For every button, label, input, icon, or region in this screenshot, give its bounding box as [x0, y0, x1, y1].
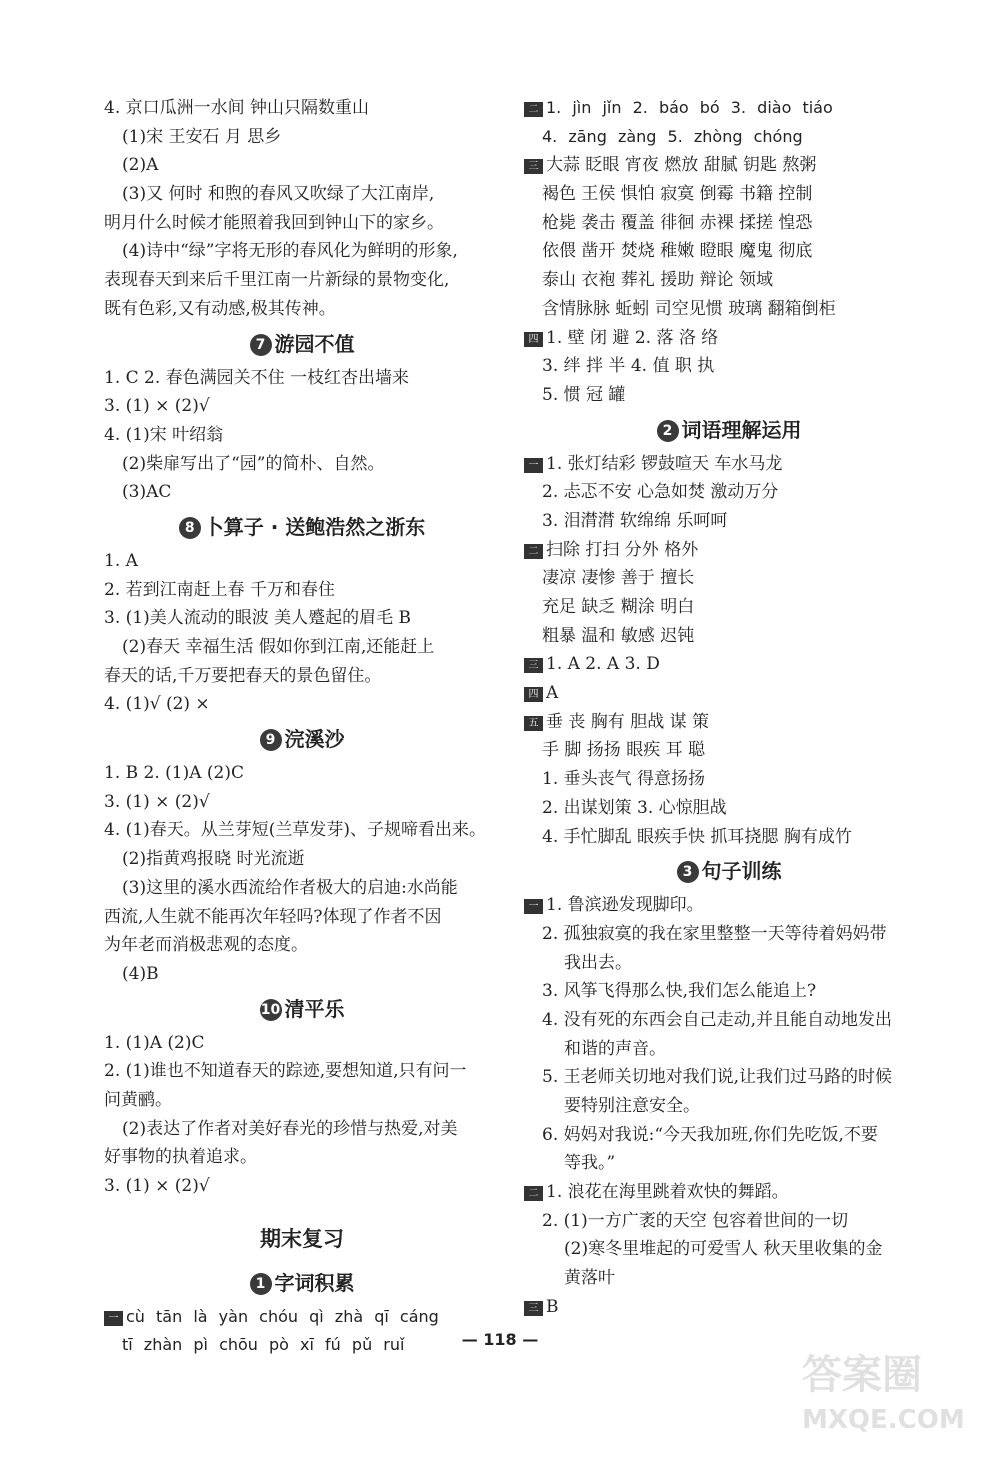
answer-line: 3. (1) × (2)√	[104, 1176, 210, 1196]
answer-line: (2)春天 幸福生活 假如你到江南,还能赶上	[122, 637, 435, 657]
answer-line: 春天的话,千万要把春天的景色留住。	[104, 665, 382, 686]
answer-line: 褐色 王侯 惧怕 寂寞 倒霉 书籍 控制	[542, 184, 813, 205]
question-badge: 一	[104, 1311, 123, 1326]
section-number-badge: 10	[260, 999, 282, 1021]
answer-line: 问黄鹂。	[104, 1089, 172, 1110]
answer-line: 四 1. 壁 闭 避 2. 落 洛 络	[524, 324, 934, 353]
question-badge: 一	[524, 458, 543, 473]
pinyin-line: tī zhàn pì chōu pò xī fú pǔ ruǐ	[122, 1335, 405, 1355]
answer-line: 1. B 2. (1)A (2)C	[104, 763, 244, 784]
answer-line: 2. (1)一方广袤的天空 包容着世间的一切	[542, 1210, 849, 1231]
answer-line: 西流,人生就不能再次年轻吗?体现了作者不因	[104, 906, 442, 927]
answer-line: 四 A	[524, 679, 934, 708]
answer-line: 黄落叶	[564, 1268, 615, 1289]
answer-line: 4. (1)√ (2) ×	[104, 694, 210, 715]
answer-line: 等我。”	[564, 1153, 616, 1174]
question-badge: 三	[524, 658, 543, 673]
answer-line: 6. 妈妈对我说:“今天我加班,你们先吃饭,不要	[542, 1124, 878, 1145]
answer-line: (4)B	[122, 963, 159, 984]
question-badge: 三	[524, 159, 543, 174]
chapter-title: 期末复习	[260, 1226, 344, 1251]
answer-line: 三 B	[524, 1293, 934, 1322]
answer-line: 2. 若到江南赶上春 千万和春住	[104, 579, 336, 600]
section-heading	[524, 410, 934, 450]
answer-line: (2)A	[122, 155, 159, 176]
section-title: 句子训练	[701, 859, 782, 884]
answer-line: 2. (1)谁也不知道春天的踪迹,要想知道,只有问一	[104, 1061, 467, 1082]
pinyin-line: 4. zāng zàng 5. zhòng chóng	[542, 126, 803, 146]
answer-line: 表现春天到来后千里江南一片新绿的景物变化,	[104, 270, 450, 291]
section-title: 浣溪沙	[284, 727, 345, 752]
section-number-badge: 1	[250, 1273, 272, 1295]
section-number-badge: 7	[250, 334, 272, 356]
answer-line: 5. 惯 冠 罐	[542, 384, 626, 405]
section-number-badge: 8	[179, 517, 201, 539]
answer-line: (3)又 何时 和煦的春风又吹绿了大江南岸,	[122, 184, 435, 205]
answer-line: 1. 垂头丧气 得意扬扬	[542, 769, 706, 790]
answer-line: 一 1. 鲁滨逊发现脚印。	[524, 891, 934, 920]
question-badge: 五	[524, 716, 543, 731]
answer-line: 3. 风筝飞得那么快,我们怎么能追上?	[542, 981, 817, 1002]
answer-line: 一 1. 张灯结彩 锣鼓喧天 车水马龙	[524, 450, 934, 479]
page-number: — 118 —	[461, 1330, 539, 1349]
section-title: 游园不值	[274, 331, 355, 356]
answer-line: (2)表达了作者对美好春光的珍惜与热爱,对美	[122, 1118, 458, 1139]
answer-line: 3. (1) × (2)√	[104, 791, 210, 812]
section-heading	[104, 507, 500, 547]
watermark-text: 答案圈	[802, 1352, 922, 1398]
answer-line: 手 脚 扬扬 眼疾 耳 聪	[542, 740, 706, 761]
answer-line: 1. A	[104, 550, 138, 571]
answer-line: (1)宋 王安石 月 思乡	[122, 126, 282, 147]
answer-line: 4. 京口瓜洲一水间 钟山只隔数重山	[104, 98, 370, 118]
section-heading	[104, 324, 500, 364]
question-badge: 二	[524, 544, 543, 559]
answer-line: (4)诗中“绿”字将无形的春风化为鲜明的形象,	[122, 241, 458, 262]
answer-line: 泰山 衣袍 葬礼 援助 辩论 领域	[542, 270, 774, 291]
answer-line: 明月什么时候才能照着我回到钟山下的家乡。	[104, 212, 444, 233]
answer-line: 凄凉 凄惨 善于 擅长	[542, 568, 695, 589]
answer-line: 2. 忐忑不安 心急如焚 激动万分	[542, 482, 779, 503]
section-heading	[104, 1263, 500, 1303]
answer-line: 枪毙 袭击 覆盖 徘徊 赤裸 揉搓 惶恐	[542, 212, 813, 233]
answer-line: 1. (1)A (2)C	[104, 1032, 205, 1053]
right-column	[524, 94, 934, 1322]
section-number-badge: 2	[657, 420, 679, 442]
answer-line: 4. 没有死的东西会自己走动,并且能自动地发出	[542, 1009, 893, 1030]
watermark-logo	[802, 1345, 982, 1465]
answer-line: 2. 出谋划策 3. 心惊胆战	[542, 797, 727, 818]
answer-line: (2)指黄鸡报晓 时光流逝	[122, 849, 305, 870]
question-badge: 三	[524, 1301, 543, 1316]
answer-line: 既有色彩,又有动感,极其传神。	[104, 298, 336, 319]
answer-line: 三 大蒜 眨眼 宵夜 燃放 甜腻 钥匙 熬粥	[524, 151, 934, 180]
section-number-badge: 3	[677, 861, 699, 883]
answer-line: 二 1. 浪花在海里跳着欢快的舞蹈。	[524, 1178, 934, 1207]
answer-line: 2. 孤独寂寞的我在家里整整一天等待着妈妈带	[542, 923, 887, 944]
pinyin-line: 一 cù tān là yàn chóu qì zhà qī cáng	[104, 1303, 500, 1332]
answer-line: (3)这里的溪水西流给作者极大的启迪:水尚能	[122, 877, 458, 898]
answer-line: 3. 泪潸潸 软绵绵 乐呵呵	[542, 510, 728, 531]
watermark-url: MXQE.COM	[802, 1405, 965, 1435]
answer-line: 充足 缺乏 糊涂 明白	[542, 597, 695, 617]
answer-line: 要特别注意安全。	[564, 1096, 700, 1116]
answer-line: (2)寒冬里堆起的可爱雪人 秋天里收集的金	[564, 1239, 883, 1260]
section-title: 字词积累	[274, 1270, 355, 1295]
question-badge: 一	[524, 899, 543, 914]
answer-line: 三 1. A 2. A 3. D	[524, 650, 934, 679]
question-badge: 二	[524, 102, 543, 117]
question-badge: 四	[524, 687, 543, 702]
answer-line: 5. 王老师关切地对我们说,让我们过马路的时候	[542, 1067, 893, 1088]
answer-line: 粗暴 温和 敏感 迟钝	[542, 625, 695, 646]
answer-line: 4. (1)春天。从兰芽短(兰草发芽)、子规啼看出来。	[104, 820, 486, 841]
pinyin-line: 二 1. jìn jǐn 2. báo bó 3. diào tiáo	[524, 94, 934, 123]
answer-line: 3. (1)美人流动的眼波 美人蹙起的眉毛 B	[104, 608, 412, 629]
answer-line: 3. 绊 拌 半 4. 值 职 执	[542, 356, 715, 377]
section-heading	[524, 851, 934, 891]
left-column	[104, 94, 500, 1360]
question-badge: 四	[524, 332, 543, 347]
section-title: 卜算子 · 送鲍浩然之浙东	[203, 514, 426, 539]
section-heading	[104, 989, 500, 1029]
question-badge: 二	[524, 1186, 543, 1201]
section-number-badge: 9	[260, 729, 282, 751]
answer-line: (3)AC	[122, 482, 172, 503]
section-heading	[104, 719, 500, 759]
answer-line: 五 垂 丧 胸有 胆战 谋 策	[524, 708, 934, 737]
answer-line: 好事物的执着追求。	[104, 1147, 257, 1168]
answer-line: (2)柴扉写出了“园”的简朴、自然。	[122, 453, 385, 474]
answer-line: 1. C 2. 春色满园关不住 一枝红杏出墙来	[104, 367, 410, 388]
answer-line: 和谐的声音。	[564, 1038, 666, 1059]
answer-line: 为年老而消极悲观的态度。	[104, 935, 308, 956]
answer-line: 含情脉脉 蚯蚓 司空见惯 玻璃 翻箱倒柜	[542, 298, 836, 319]
answer-line: 3. (1) × (2)√	[104, 396, 210, 417]
answer-line: 4. (1)宋 叶绍翁	[104, 424, 224, 445]
section-title: 清平乐	[284, 996, 345, 1021]
answer-line: 4. 手忙脚乱 眼疾手快 抓耳挠腮 胸有成竹	[542, 826, 852, 847]
answer-line: 二 扫除 打扫 分外 格外	[524, 536, 934, 565]
section-title: 词语理解运用	[681, 417, 802, 442]
answer-line: 我出去。	[564, 952, 632, 973]
answer-line: 依偎 凿开 焚烧 稚嫩 瞪眼 魔鬼 彻底	[542, 241, 813, 262]
